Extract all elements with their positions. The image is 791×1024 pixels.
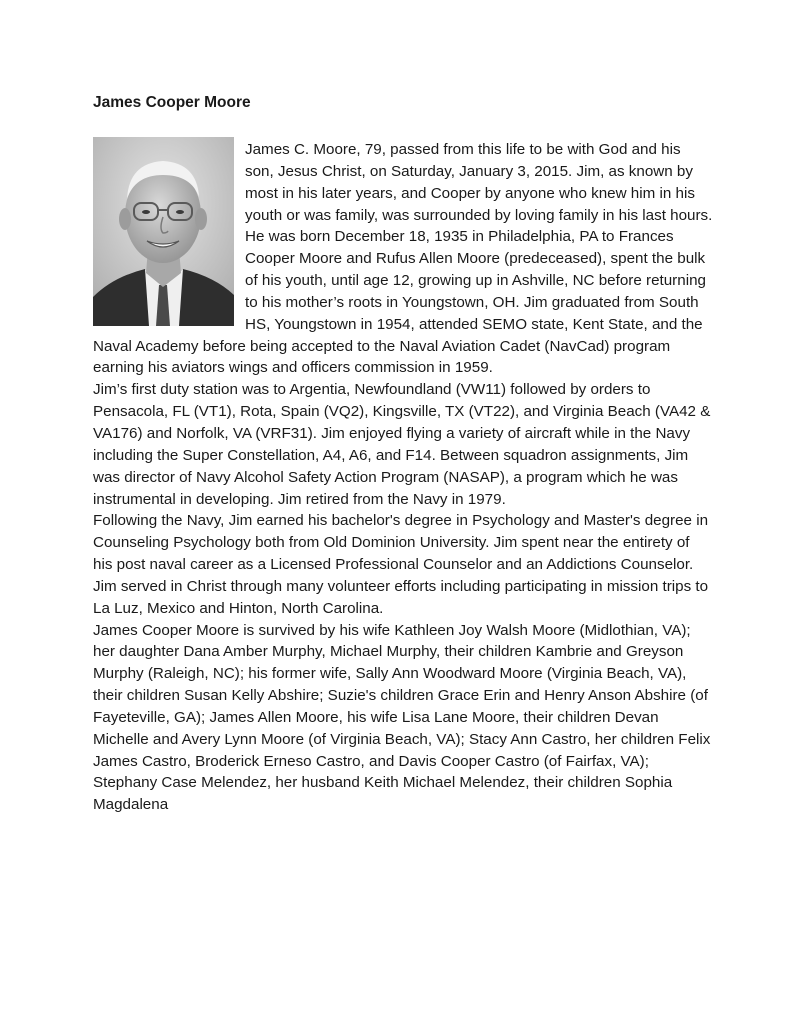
paragraph-3: Jim’s first duty station was to Argentia, Newfoundland (VW11) followed by orders to Pensacola, FL (VT1), Rota, Spain (VQ2), Kingsville, TX (VT22), and Virginia Beach (VA42 & VA176) and Norfolk, VA (VRF31). Jim enjoyed flying a variety of aircraft while in the Navy including the Super Constellation, A4, A6, and F14. Between squadron assignments, Jim was director of Navy Alcohol Safety Action Program (NASAP), a program which he was instrumental in developing. Jim retired from the Navy in 1979.	[93, 381, 711, 508]
paragraph-5: James Cooper Moore is survived by his wife Kathleen Joy Walsh Moore (Midlothian, VA); her daughter Dana Amber Murphy, Michael Murphy, their children Kambrie and Greyson Murphy (Raleigh, NC); his former wife, Sally Ann Woodward Moore (Virginia Beach, VA), their children Susan Kelly Abshire; Suzie's children Grace Erin and Henry Anson Abshire (of Fayeteville, GA); James Allen Moore, his wife Lisa Lane Moore, their children Devan Michelle and Avery Lynn Moore (of Virginia Beach, VA); Stacy Ann Castro, her children Felix James Castro, Broderick Erneso Castro, and Davis Cooper Castro (of Fairfax, VA); Stephany Case Melendez, her husband Keith Michael Melendez, their children Sophia Magdalena	[93, 621, 711, 814]
paragraph-2: He was born December 18, 1935 in Philadelphia, PA to Frances Cooper Moore and Rufus Allen Moore (predeceased), spent the bulk of his youth, until age 12, growing up in Ashville, NC before returning to his mother’s roots in Youngstown, OH. Jim graduated from South HS, Youngstown in 1954, attended SEMO state, Kent State, and the Naval Academy before being accepted to the Naval Aviation Cadet (NavCad) program earning his aviators wings and officers commission in 1959.	[93, 228, 706, 377]
obituary-body	[93, 139, 713, 816]
paragraph-1: James C. Moore, 79, passed from this life to be with God and his son, Jesus Christ, on Saturday, January 3, 2015. Jim, as known by most in his later years, and Cooper by anyone who knew him in his youth or was family, was surrounded by loving family in his last hours.	[245, 141, 713, 224]
photo-text-wrap-spacer	[93, 139, 245, 335]
document-title: James Cooper Moore	[93, 94, 251, 111]
paragraph-4: Following the Navy, Jim earned his bachelor's degree in Psychology and Master's degree in Counseling Psychology both from Old Dominion University. Jim spent near the entirety of his post naval career as a Licensed Professional Counselor and an Addictions Counselor. Jim served in Christ through many volunteer efforts including participating in mission trips to La Luz, Mexico and Hinton, North Carolina.	[93, 512, 709, 617]
